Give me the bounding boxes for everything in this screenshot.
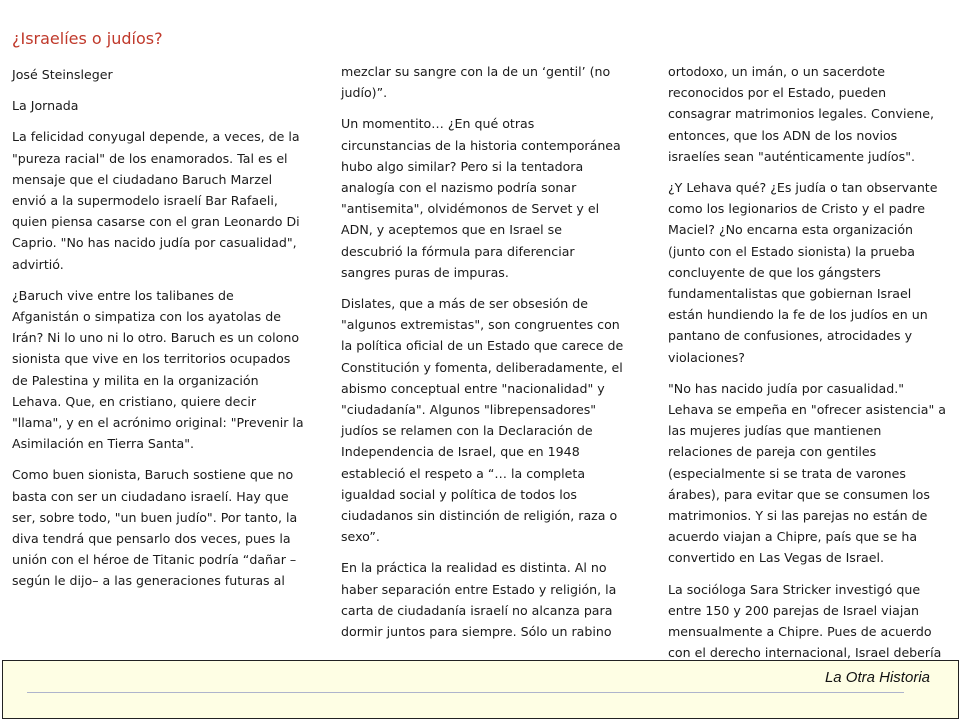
footer-bar [2, 660, 959, 719]
paragraph: La felicidad conyugal depende, a veces, de la "pureza racial" de los enamorados. Tal es el mensaje que el ciudadano Baruch Marzel envió a la supermodelo israelí Bar Rafaeli, quien piensa casarse con el gran Leonardo Di Caprio. "No has nacido judía por casualidad", advirtió. [12, 129, 300, 272]
paragraph: ¿Baruch vive entre los talibanes de Afganistán o simpatiza con los ayatolas de Irán? Ni lo uno ni lo otro. Baruch es un colono sionista que vive en los territorios ocupados de Palestina y milita en la organización Lehava. Que, en cristiano, quiere decir "llama", y en el acrónimo original: "Prevenir la Asimilación en Tierra Santa". [12, 287, 304, 452]
article-source: La Jornada [12, 98, 79, 114]
paragraph: En la práctica la realidad es distinta. Al no haber separación entre Estado y religión, la carta de ciudadanía israelí no alcanza para dormir juntos para siempre. Sólo un rabino [341, 560, 617, 640]
paragraph: Dislates, que a más de ser obsesión de "algunos extremistas", son congruentes con la política oficial de un Estado que carece de Constitución y fomenta, deliberadamente, el abismo conceptual entre "nacionalidad" y "ciudadanía". Algunos "librepensadores" judíos se relamen con la Declaración de Independencia de Israel, que en 1948 estableció el respeto a “… la completa igualdad social y política de todos los ciudadanos sin distinción de religión, raza o sexo”. [341, 296, 624, 545]
article-column-1 [12, 28, 304, 602]
paragraph: ortodoxo, un imán, o un sacerdote reconocidos por el Estado, pueden consagrar matrimonios legales. Conviene, entonces, que los ADN de los novios israelíes sean "auténticamente judíos". [668, 64, 934, 164]
article-title: ¿Israelíes o judíos? [12, 29, 163, 48]
paragraph: "No has nacido judía por casualidad." Lehava se empeña en "ofrecer asistencia" a las mujeres judías que mantienen relaciones de pareja con gentiles (especialmente si se trata de varones árabes), para evitar que se consumen los matrimonios. Y si las parejas no están de acuerdo viajan a Chipre, país que se ha convertido en Las Vegas de Israel. [668, 380, 947, 566]
paragraph: Como buen sionista, Baruch sostiene que no basta con ser un ciudadano israelí. Hay que ser, sobre todo, "un buen judío". Por tanto, la diva tendrá que pensarlo dos veces, pues la unión con el héroe de Titanic podría “dañar – según le dijo– a las generaciones futuras al [12, 467, 298, 589]
footer-divider [27, 692, 904, 693]
paragraph: La socióloga Sara Stricker investigó que entre 150 y 200 parejas de Israel viajan mensualmente a Chipre. Pues de acuerdo con el derecho internacional, Israel debería [668, 581, 942, 661]
paragraph: Un momentito… ¿En qué otras circunstancias de la historia contemporánea hubo algo similar? Pero si la tentadora analogía con el nazismo podría sonar "antisemita", olvidémonos de Servet y el ADN, y aceptemos que en Israel se descubrió la fórmula para diferenciar sangres puras de impuras. [341, 116, 621, 280]
article-column-3 [668, 61, 946, 673]
paragraph: mezclar su sangre con la de un ‘gentil’ (no judío)”. [341, 64, 611, 101]
article-author: José Steinsleger [12, 67, 113, 82]
paragraph: ¿Y Lehava qué? ¿Es judía o tan observante como los legionarios de Cristo y el padre Maciel? ¿No encarna esta organización (junto con el Estado sionista) la prueba concluyente de que los gángsters fundamentalistas que gobiernan Israel están hundiendo la fe de los judíos en un pantano de confusiones, atrocidades y violaciones? [668, 180, 938, 365]
footer-label: La Otra Historia [824, 669, 930, 686]
article-column-2 [341, 61, 627, 652]
